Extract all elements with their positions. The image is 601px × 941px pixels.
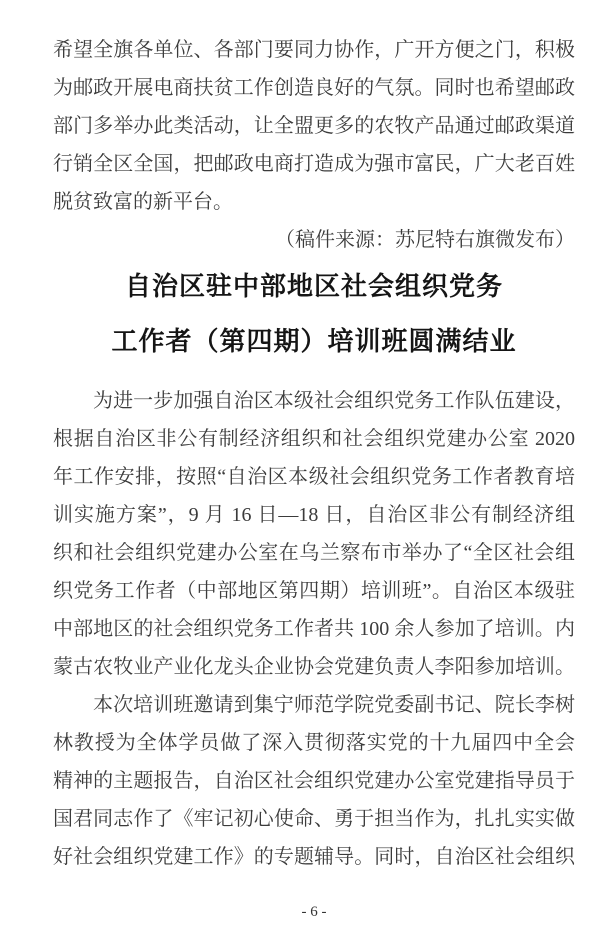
page-number: - 6 - <box>301 904 327 920</box>
article-title-line1: 自治区驻中部地区社会组织党务 <box>124 271 503 301</box>
source-attribution: （稿件来源：苏尼特右旗微发布） <box>275 229 575 251</box>
text-line: 为邮政开展电商扶贫工作创造良好的气氛。同时也希望邮政 <box>53 77 575 99</box>
text-line: 本次培训班邀请到集宁师范学院党委副书记、院长李树 <box>93 694 575 716</box>
text-line: 训实施方案”，9 月 16 日—18 日，自治区非公有制经济组 <box>53 504 575 526</box>
text-line: 织和社会组织党建办公室在乌兰察布市举办了“全区社会组 <box>53 542 575 564</box>
article-title-line2: 工作者（第四期）培训班圆满结业 <box>111 326 517 356</box>
text-line: 行销全区全国，把邮政电商打造成为强市富民，广大老百姓 <box>53 153 575 175</box>
text-line: 织党务工作者（中部地区第四期）培训班”。自治区本级驻 <box>53 580 575 602</box>
body-paragraph-1 <box>53 31 575 221</box>
text-line: 年工作安排，按照“自治区本级社会组织党务工作者教育培 <box>53 466 575 488</box>
text-line: 根据自治区非公有制经济组织和社会组织党建办公室 2020 <box>53 428 575 450</box>
text-line: 好社会组织党建工作》的专题辅导。同时，自治区社会组织 <box>53 846 575 868</box>
body-paragraph-3 <box>53 686 575 876</box>
text-line: 希望全旗各单位、各部门要同力协作，广开方便之门，积极 <box>53 39 575 61</box>
text-line: 国君同志作了《牢记初心使命、勇于担当作为，扎扎实实做 <box>53 808 575 830</box>
text-line: 蒙古农牧业产业化龙头企业协会党建负责人李阳参加培训。 <box>53 656 575 678</box>
body-paragraph-2 <box>53 382 575 686</box>
text-line: 部门多举办此类活动，让全盟更多的农牧产品通过邮政渠道 <box>53 115 575 137</box>
text-line: 中部地区的社会组织党务工作者共 100 余人参加了培训。内 <box>53 618 575 640</box>
text-line: 为进一步加强自治区本级社会组织党务工作队伍建设， <box>93 390 575 412</box>
article-title <box>53 259 575 369</box>
text-line: 林教授为全体学员做了深入贯彻落实党的十九届四中全会 <box>53 732 575 754</box>
text-line: 精神的主题报告，自治区社会组织党建办公室党建指导员于 <box>53 770 575 792</box>
text-line: 脱贫致富的新平台。 <box>53 191 233 213</box>
